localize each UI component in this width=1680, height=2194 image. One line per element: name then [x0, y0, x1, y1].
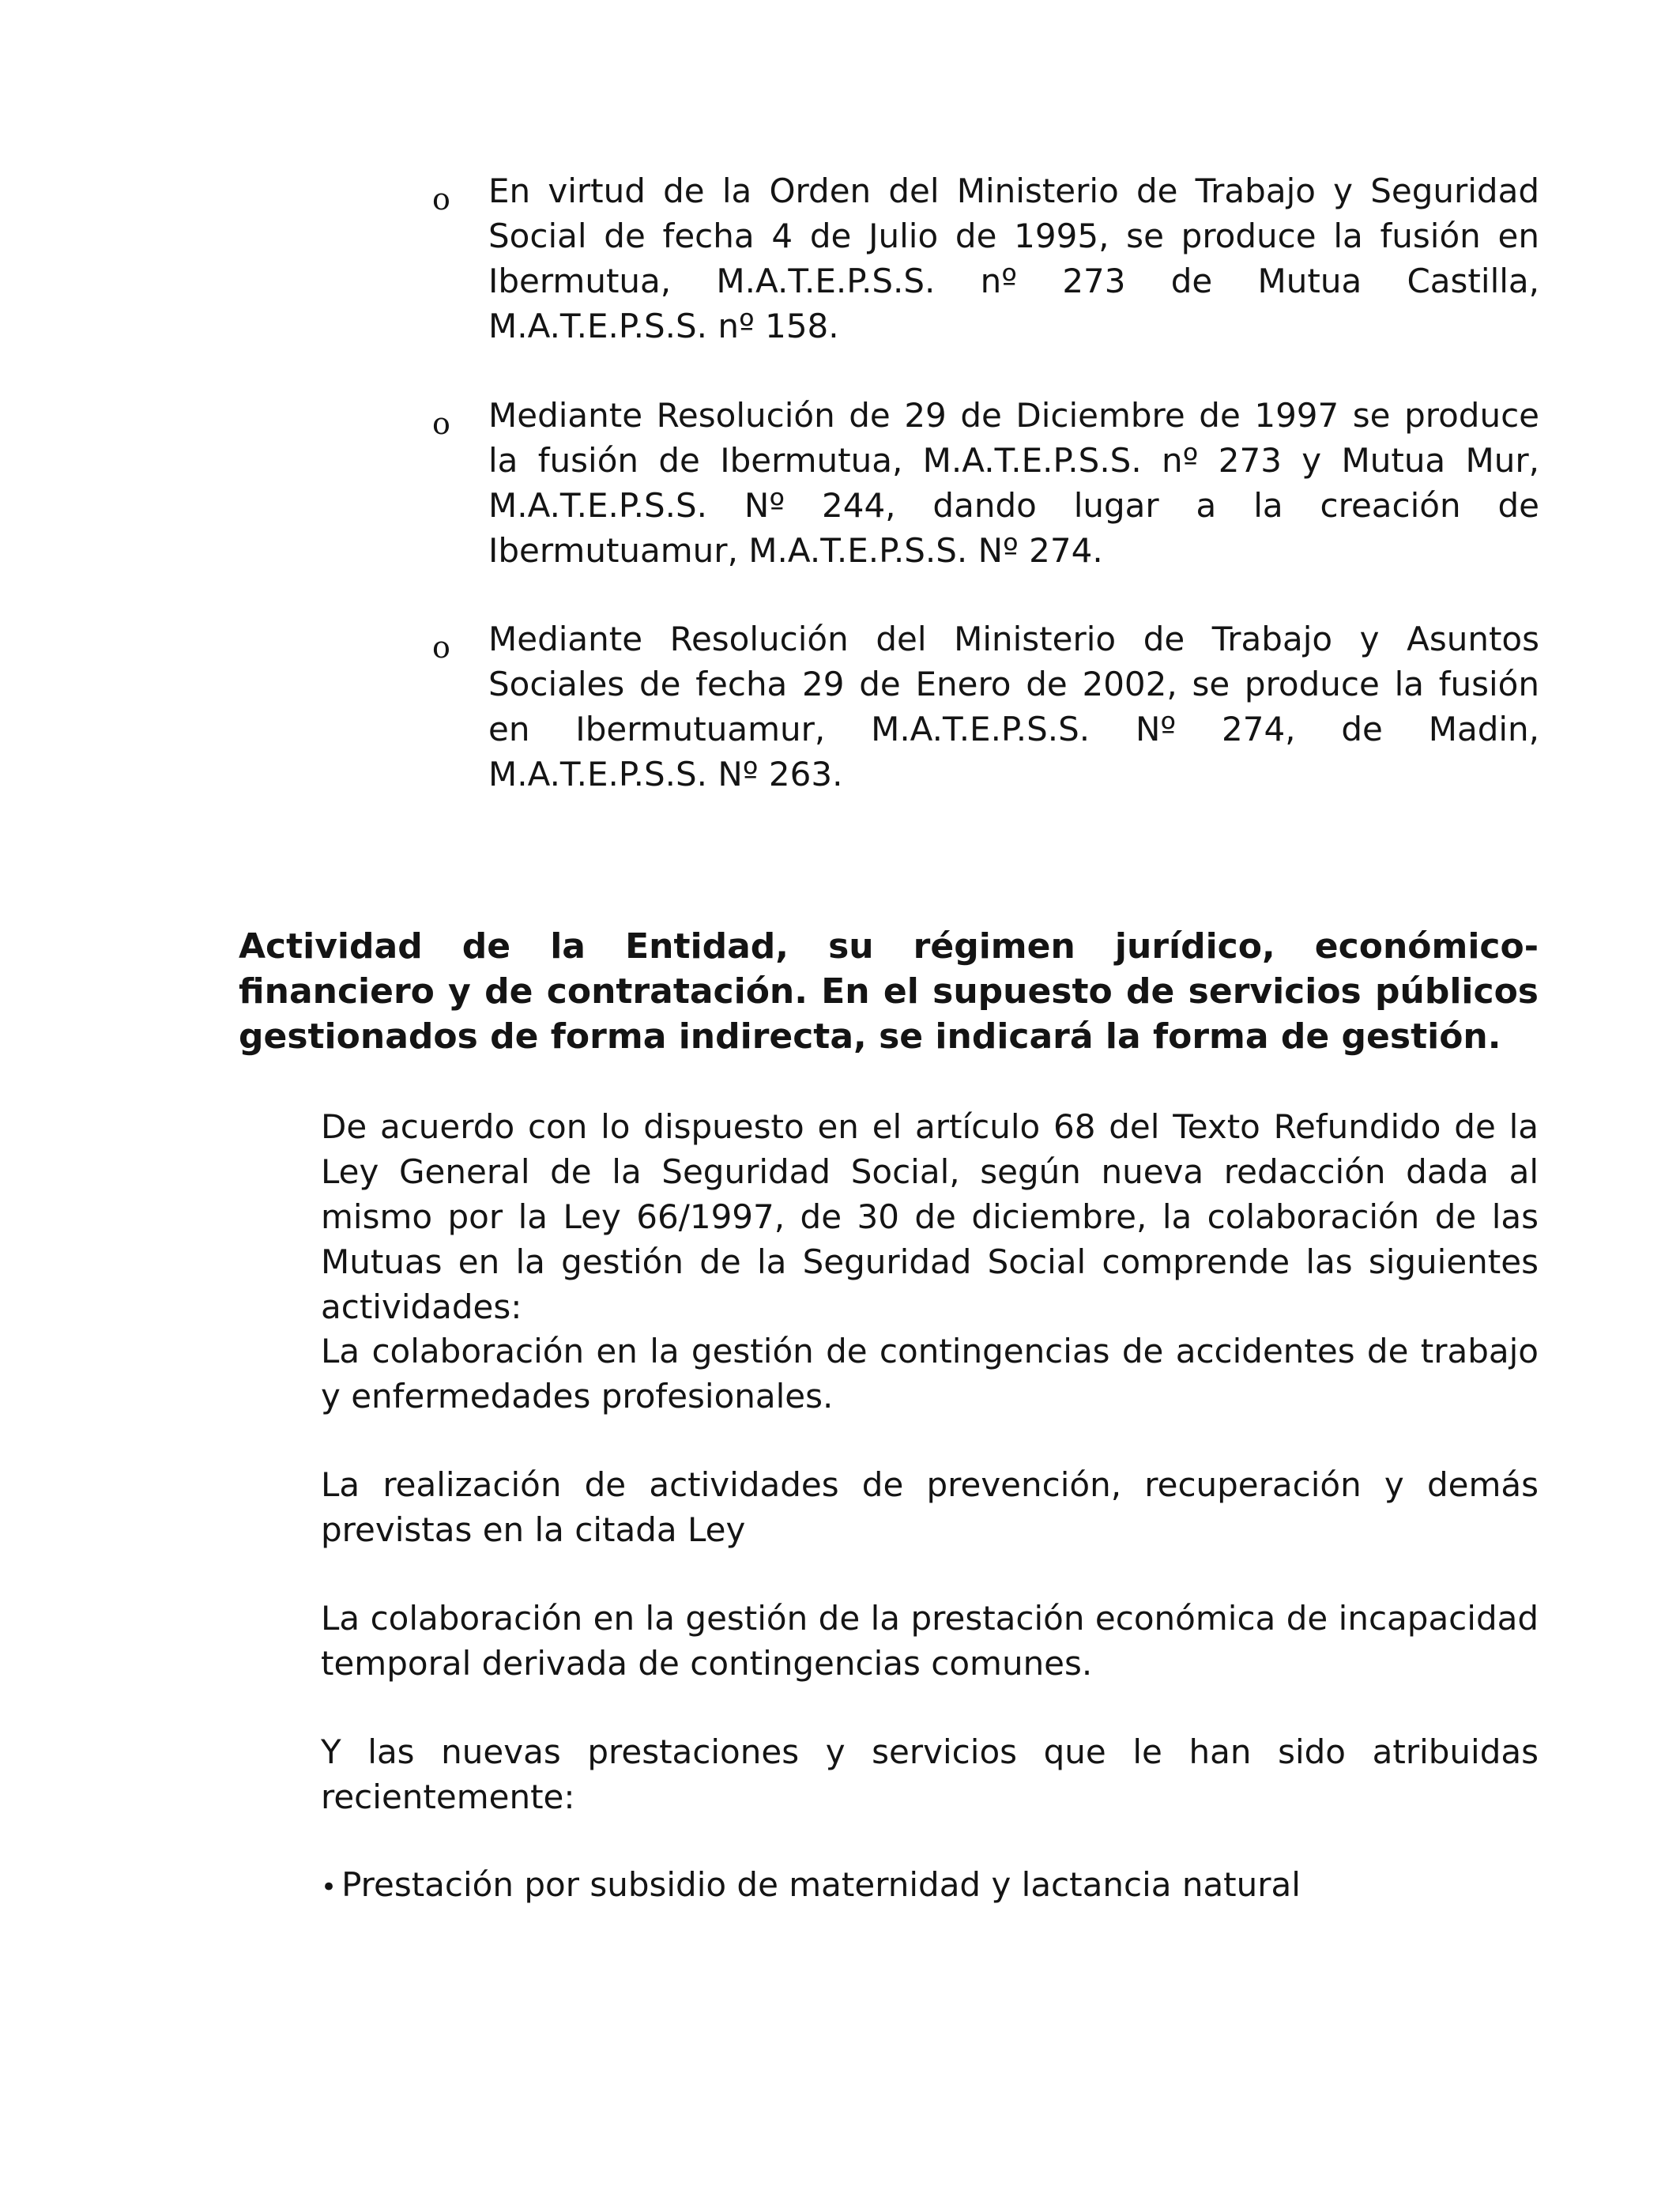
bullet-text: Mediante Resolución de 29 de Diciembre de 1997 se produce la fusión de Ibermutua, M.A.T.E.P.S.S. nº 273 y Mutua Mur, M.A.T.E.P.S.S. Nº 244, dando lugar a la creación de Ibermutuamur, M.A.T.E.P.S.S. Nº 274.: [488, 396, 1539, 570]
paragraph: La colaboración en la gestión de contingencias de accidentes de trabajo y enfermedades profesionales.: [321, 1332, 1539, 1416]
paragraph: Y las nuevas prestaciones y servicios que le han sido atribuidas recientemente:: [321, 1732, 1539, 1816]
list-item-text: Prestación por subsidio de maternidad y lactancia natural: [341, 1865, 1301, 1904]
bullet-marker: o: [432, 406, 450, 441]
bullet-text: En virtud de la Orden del Ministerio de Trabajo y Seguridad Social de fecha 4 de Julio de 1995, se produce la fusión en Ibermutua, M.A.T.E.P.S.S. nº 273 de Mutua Castilla, M.A.T.E.P.S.S. nº 158.: [488, 172, 1539, 345]
bullet-text: Mediante Resolución del Ministerio de Trabajo y Asuntos Sociales de fecha 29 de Enero de 2002, se produce la fusión en Ibermutuamur, M.A.T.E.P.S.S. Nº 274, de Madin, M.A.T.E.P.S.S. Nº 263.: [488, 620, 1539, 794]
paragraph: De acuerdo con lo dispuesto en el artículo 68 del Texto Refundido de la Ley General de la Seguridad Social, según nueva redacción dada al mismo por la Ley 66/1997, de 30 de diciembre, la colaboración de las Mutuas en la gestión de la Seguridad Social comprende las siguientes actividades:: [321, 1107, 1539, 1326]
paragraph: La colaboración en la gestión de la prestación económica de incapacidad temporal derivada de contingencias comunes.: [321, 1599, 1539, 1683]
section-heading: Actividad de la Entidad, su régimen jurídico, económico-financiero y de contratación. En el supuesto de servicios públicos gestionados de forma indirecta, se indicará la forma de gestión.: [239, 926, 1539, 1057]
bullet-marker: o: [432, 630, 450, 665]
paragraph: La realización de actividades de prevención, recuperación y demás previstas en la citada Ley: [321, 1465, 1539, 1549]
bullet-marker: o: [432, 182, 450, 217]
list-item: [321, 1862, 1539, 1910]
bullet-dot: •: [321, 1872, 337, 1903]
